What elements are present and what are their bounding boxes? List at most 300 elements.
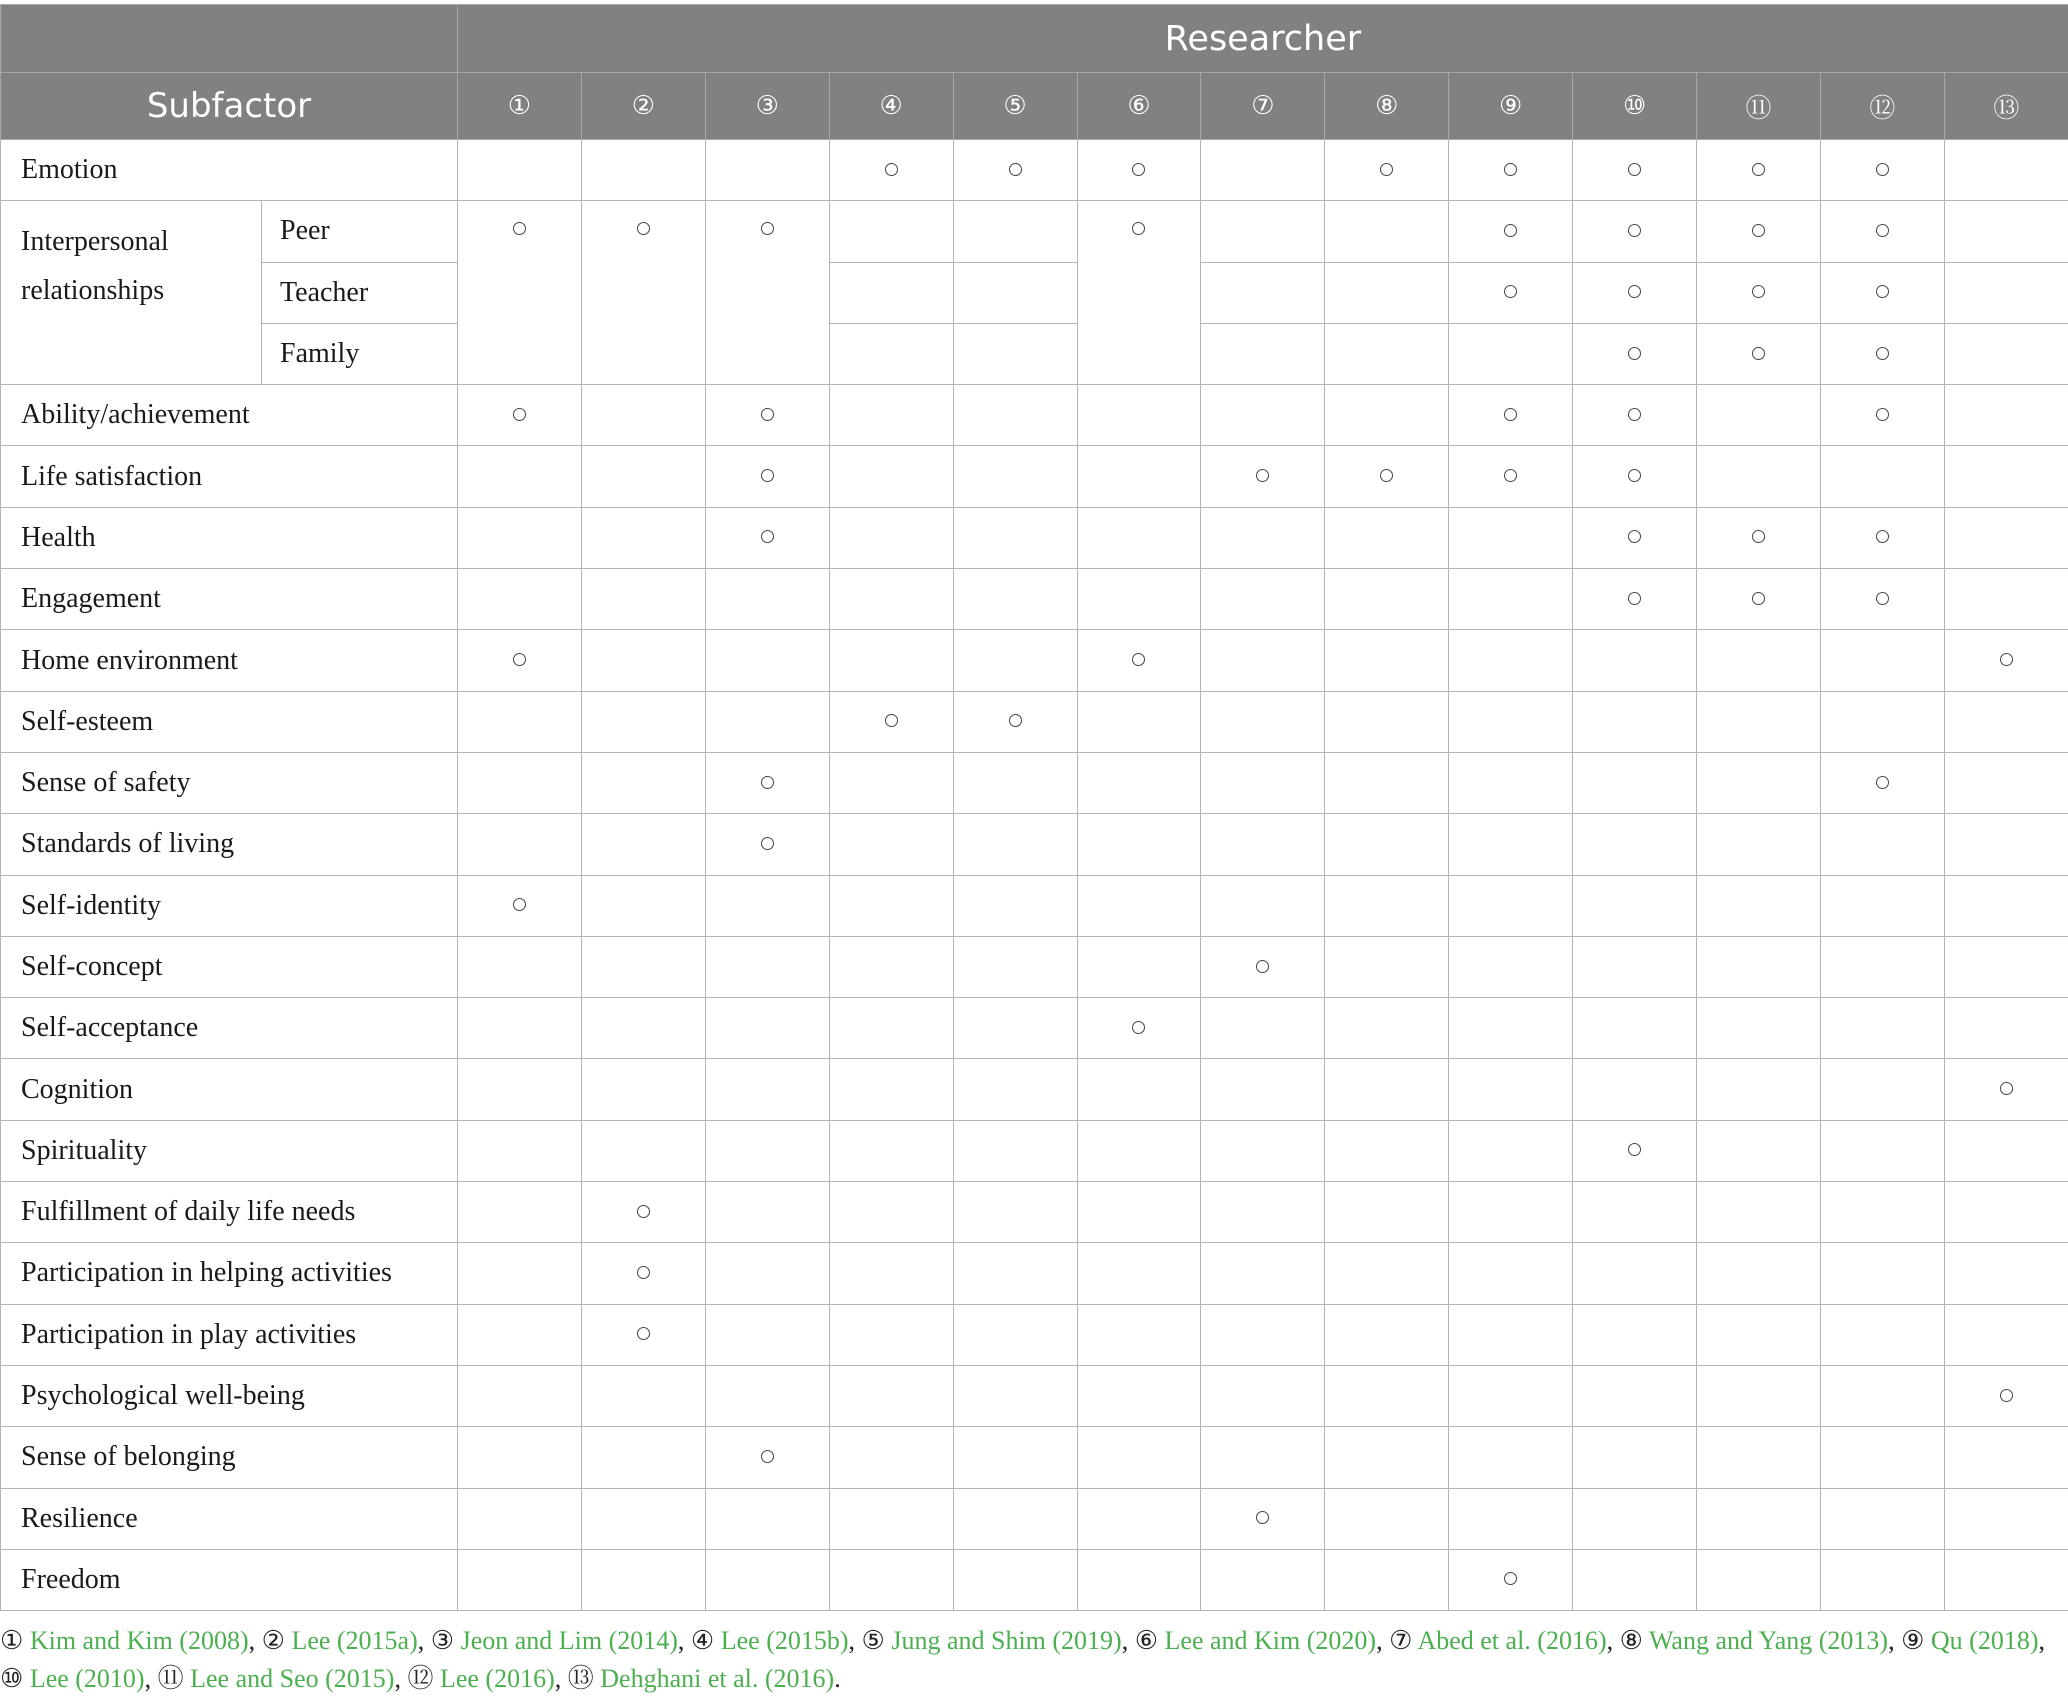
mark-cell — [953, 1549, 1077, 1610]
mark-cell — [458, 752, 582, 813]
mark-cell — [1573, 691, 1697, 752]
mark-cell — [705, 569, 829, 630]
mark-cell — [1820, 507, 1944, 568]
circle-mark-icon — [2000, 1389, 2013, 1402]
mark-cell — [1201, 752, 1325, 813]
mark-cell — [1820, 691, 1944, 752]
researcher-header-5: ⑤ — [953, 73, 1077, 140]
mark-cell — [1697, 385, 1821, 446]
mark-cell — [1325, 630, 1449, 691]
mark-cell — [1201, 446, 1325, 507]
mark-cell — [1573, 752, 1697, 813]
table-row — [1, 262, 2068, 323]
mark-cell — [1077, 1059, 1201, 1120]
mark-cell — [953, 1120, 1077, 1181]
mark-cell — [1944, 998, 2068, 1059]
subfactor-label: Fulfillment of daily life needs — [1, 1182, 458, 1243]
circle-mark-icon — [1132, 653, 1145, 666]
mark-cell — [1697, 446, 1821, 507]
mark-cell — [1944, 691, 2068, 752]
mark-cell — [1325, 752, 1449, 813]
mark-cell — [705, 814, 829, 875]
circle-mark-icon — [1876, 285, 1889, 298]
subfactor-label: Cognition — [1, 1059, 458, 1120]
footnote-reference-link[interactable]: Lee (2010) — [29, 1664, 145, 1693]
mark-cell — [1573, 814, 1697, 875]
subfactor-sublabel: Family — [262, 323, 458, 384]
mark-cell — [705, 140, 829, 201]
mark-cell — [1697, 1427, 1821, 1488]
mark-cell — [1697, 201, 1821, 262]
circle-mark-icon — [1009, 163, 1022, 176]
footnote-reference-link[interactable]: Jung and Shim (2019) — [891, 1626, 1122, 1655]
circle-mark-icon — [1876, 347, 1889, 360]
mark-cell — [705, 998, 829, 1059]
circle-mark-icon — [761, 1450, 774, 1463]
mark-cell — [458, 1427, 582, 1488]
mark-cell — [581, 998, 705, 1059]
mark-cell — [1820, 1182, 1944, 1243]
mark-cell — [1820, 936, 1944, 997]
mark-cell — [953, 998, 1077, 1059]
mark-cell — [705, 1182, 829, 1243]
subfactor-label: Home environment — [1, 630, 458, 691]
mark-cell — [705, 1304, 829, 1365]
subfactor-label: Resilience — [1, 1488, 458, 1549]
mark-cell — [1573, 875, 1697, 936]
mark-cell — [1573, 569, 1697, 630]
circle-mark-icon — [885, 163, 898, 176]
mark-cell — [1944, 1243, 2068, 1304]
researcher-header-7: ⑦ — [1201, 73, 1325, 140]
mark-cell — [458, 507, 582, 568]
mark-cell — [1325, 507, 1449, 568]
circle-mark-icon — [761, 469, 774, 482]
mark-cell — [1697, 998, 1821, 1059]
researcher-header-8: ⑧ — [1325, 73, 1449, 140]
mark-cell — [1697, 1120, 1821, 1181]
circle-mark-icon — [1009, 714, 1022, 727]
mark-cell — [1077, 446, 1201, 507]
mark-cell — [1944, 875, 2068, 936]
researcher-header-12: ⑫ — [1820, 73, 1944, 140]
mark-cell — [1573, 630, 1697, 691]
mark-cell — [1449, 691, 1573, 752]
footnote-reference-link[interactable]: Lee (2016) — [439, 1664, 555, 1693]
header-blank-cell — [1, 5, 458, 73]
mark-cell — [1449, 140, 1573, 201]
mark-cell — [829, 691, 953, 752]
mark-cell — [1944, 1120, 2068, 1181]
footnote-separator: , — [1888, 1626, 1902, 1655]
mark-cell — [1573, 201, 1697, 262]
mark-cell — [458, 385, 582, 446]
circle-mark-icon — [2000, 653, 2013, 666]
subfactor-label: Life satisfaction — [1, 446, 458, 507]
subfactor-label: Spirituality — [1, 1120, 458, 1181]
table-row — [1, 1182, 2068, 1243]
mark-cell — [1449, 262, 1573, 323]
mark-cell — [1201, 630, 1325, 691]
circle-mark-icon — [1256, 1511, 1269, 1524]
mark-cell — [581, 1549, 705, 1610]
mark-cell — [1944, 262, 2068, 323]
mark-cell — [1820, 569, 1944, 630]
mark-cell — [953, 385, 1077, 446]
mark-cell — [705, 1488, 829, 1549]
table-row — [1, 1059, 2068, 1120]
mark-cell — [1697, 1182, 1821, 1243]
mark-cell — [1449, 1549, 1573, 1610]
mark-cell — [1077, 1120, 1201, 1181]
mark-cell — [581, 1304, 705, 1365]
mark-cell — [1449, 1488, 1573, 1549]
mark-cell — [1820, 201, 1944, 262]
mark-cell — [1201, 1243, 1325, 1304]
circle-mark-icon — [1752, 530, 1765, 543]
mark-cell — [581, 1243, 705, 1304]
mark-cell — [1449, 752, 1573, 813]
mark-cell — [829, 1488, 953, 1549]
mark-cell — [1944, 630, 2068, 691]
subfactor-researcher-table — [0, 4, 2068, 1611]
mark-cell — [1201, 1182, 1325, 1243]
mark-cell — [705, 201, 829, 385]
table-row — [1, 446, 2068, 507]
mark-cell — [829, 507, 953, 568]
mark-cell — [581, 140, 705, 201]
circle-mark-icon — [1256, 960, 1269, 973]
mark-cell — [458, 1059, 582, 1120]
mark-cell — [705, 1549, 829, 1610]
researcher-header-2: ② — [581, 73, 705, 140]
mark-cell — [953, 507, 1077, 568]
mark-cell — [1077, 140, 1201, 201]
circle-mark-icon — [513, 408, 526, 421]
table-row — [1, 814, 2068, 875]
researcher-header-13: ⑬ — [1944, 73, 2068, 140]
table-row — [1, 752, 2068, 813]
mark-cell — [705, 1427, 829, 1488]
mark-cell — [1077, 1304, 1201, 1365]
mark-cell — [1820, 323, 1944, 384]
mark-cell — [1697, 752, 1821, 813]
footnote-separator: , — [848, 1626, 862, 1655]
mark-cell — [705, 1243, 829, 1304]
footnote-number: ⑪ — [157, 1664, 191, 1693]
footnote-number: ⑬ — [567, 1664, 601, 1693]
circle-mark-icon — [1876, 163, 1889, 176]
researcher-header-9: ⑨ — [1449, 73, 1573, 140]
table-row — [1, 385, 2068, 446]
circle-mark-icon — [637, 222, 650, 235]
mark-cell — [1573, 1120, 1697, 1181]
circle-mark-icon — [1752, 347, 1765, 360]
mark-cell — [1573, 507, 1697, 568]
mark-cell — [581, 752, 705, 813]
mark-cell — [1697, 814, 1821, 875]
footnote-reference-link[interactable]: Lee (2015a) — [291, 1626, 418, 1655]
mark-cell — [1325, 1059, 1449, 1120]
mark-cell — [1325, 1488, 1449, 1549]
mark-cell — [1944, 1182, 2068, 1243]
footnote-reference-link[interactable]: Wang and Yang (2013) — [1648, 1626, 1889, 1655]
footnote-reference-link[interactable]: Lee and Seo (2015) — [190, 1664, 395, 1693]
circle-mark-icon — [1628, 1143, 1641, 1156]
mark-cell — [1697, 1549, 1821, 1610]
mark-cell — [705, 1120, 829, 1181]
mark-cell — [458, 1549, 582, 1610]
footnote-number: ⑫ — [407, 1664, 440, 1693]
table-row — [1, 507, 2068, 568]
mark-cell — [1077, 875, 1201, 936]
mark-cell — [1944, 1488, 2068, 1549]
mark-cell — [1201, 814, 1325, 875]
circle-mark-icon — [1752, 592, 1765, 605]
circle-mark-icon — [1256, 469, 1269, 482]
circle-mark-icon — [761, 776, 774, 789]
mark-cell — [953, 814, 1077, 875]
mark-cell — [1449, 323, 1573, 384]
mark-cell — [1325, 1427, 1449, 1488]
mark-cell — [953, 323, 1077, 384]
table-row — [1, 1304, 2068, 1365]
mark-cell — [1449, 1243, 1573, 1304]
subfactor-label: Self-esteem — [1, 691, 458, 752]
subfactor-label: Ability/achievement — [1, 385, 458, 446]
subfactor-label: Standards of living — [1, 814, 458, 875]
mark-cell — [1944, 936, 2068, 997]
mark-cell — [458, 1243, 582, 1304]
mark-cell — [1820, 262, 1944, 323]
mark-cell — [1573, 1304, 1697, 1365]
mark-cell — [1325, 1549, 1449, 1610]
subfactor-label: Self-concept — [1, 936, 458, 997]
table-row — [1, 1427, 2068, 1488]
mark-cell — [581, 814, 705, 875]
mark-cell — [1325, 1182, 1449, 1243]
mark-cell — [1449, 998, 1573, 1059]
circle-mark-icon — [1628, 408, 1641, 421]
mark-cell — [1201, 691, 1325, 752]
mark-cell — [829, 814, 953, 875]
circle-mark-icon — [1628, 224, 1641, 237]
researcher-header-10: ⑩ — [1573, 73, 1697, 140]
mark-cell — [458, 691, 582, 752]
mark-cell — [953, 875, 1077, 936]
footnote-reference-link[interactable]: Abed et al. (2016) — [1417, 1626, 1607, 1655]
mark-cell — [1201, 140, 1325, 201]
mark-cell — [1697, 1365, 1821, 1426]
footnote-number: ⑤ — [861, 1626, 892, 1655]
mark-cell — [1449, 1182, 1573, 1243]
mark-cell — [581, 385, 705, 446]
subfactor-sublabel: Teacher — [262, 262, 458, 323]
circle-mark-icon — [1628, 347, 1641, 360]
mark-cell — [1201, 875, 1325, 936]
mark-cell — [1449, 507, 1573, 568]
mark-cell — [1449, 1059, 1573, 1120]
mark-cell — [1573, 1182, 1697, 1243]
mark-cell — [1820, 1427, 1944, 1488]
mark-cell — [953, 201, 1077, 262]
circle-mark-icon — [1380, 469, 1393, 482]
mark-cell — [953, 691, 1077, 752]
mark-cell — [1944, 507, 2068, 568]
mark-cell — [1325, 446, 1449, 507]
table-row — [1, 875, 2068, 936]
mark-cell — [458, 1120, 582, 1181]
circle-mark-icon — [1504, 163, 1517, 176]
circle-mark-icon — [1628, 592, 1641, 605]
mark-cell — [581, 875, 705, 936]
mark-cell — [581, 1059, 705, 1120]
mark-cell — [1697, 691, 1821, 752]
mark-cell — [705, 691, 829, 752]
subfactor-label: Sense of belonging — [1, 1427, 458, 1488]
subfactor-label: Emotion — [1, 140, 458, 201]
mark-cell — [1697, 507, 1821, 568]
mark-cell — [1573, 1059, 1697, 1120]
mark-cell — [1449, 385, 1573, 446]
mark-cell — [1077, 814, 1201, 875]
circle-mark-icon — [1876, 530, 1889, 543]
circle-mark-icon — [1504, 1572, 1517, 1585]
mark-cell — [1944, 814, 2068, 875]
mark-cell — [1697, 630, 1821, 691]
table-row — [1, 691, 2068, 752]
mark-cell — [1077, 1549, 1201, 1610]
footnote-separator: , — [248, 1626, 262, 1655]
mark-cell — [953, 1304, 1077, 1365]
footnote-reference-link[interactable]: Kim and Kim (2008) — [29, 1626, 249, 1655]
mark-cell — [1325, 814, 1449, 875]
footnote-reference-link[interactable]: Qu (2018) — [1930, 1626, 2039, 1655]
mark-cell — [1325, 1243, 1449, 1304]
circle-mark-icon — [2000, 1082, 2013, 1095]
mark-cell — [829, 323, 953, 384]
mark-cell — [1449, 814, 1573, 875]
mark-cell — [1449, 1365, 1573, 1426]
mark-cell — [1944, 569, 2068, 630]
mark-cell — [1325, 569, 1449, 630]
table-row — [1, 140, 2068, 201]
mark-cell — [1077, 201, 1201, 385]
circle-mark-icon — [1876, 592, 1889, 605]
circle-mark-icon — [1628, 285, 1641, 298]
mark-cell — [581, 507, 705, 568]
mark-cell — [1573, 262, 1697, 323]
footnote-separator: , — [2038, 1626, 2045, 1655]
mark-cell — [1573, 1549, 1697, 1610]
mark-cell — [705, 446, 829, 507]
mark-cell — [829, 569, 953, 630]
mark-cell — [705, 630, 829, 691]
footnote-reference-link[interactable]: Dehghani et al. (2016) — [600, 1664, 835, 1693]
footnote-number: ⑩ — [0, 1664, 30, 1693]
circle-mark-icon — [1132, 222, 1145, 235]
table-row — [1, 323, 2068, 384]
circle-mark-icon — [1628, 469, 1641, 482]
mark-cell — [458, 1488, 582, 1549]
circle-mark-icon — [1132, 1021, 1145, 1034]
footnote-reference-link[interactable]: Lee and Kim (2020) — [1164, 1626, 1377, 1655]
references-footnote — [0, 1622, 2068, 1698]
mark-cell — [1325, 1365, 1449, 1426]
mark-cell — [1201, 1488, 1325, 1549]
mark-cell — [829, 630, 953, 691]
mark-cell — [1325, 140, 1449, 201]
footnote-number: ② — [261, 1626, 292, 1655]
mark-cell — [829, 1549, 953, 1610]
footnote-reference-link[interactable]: Jeon and Lim (2014) — [460, 1626, 678, 1655]
subfactor-label: Participation in play activities — [1, 1304, 458, 1365]
table-row — [1, 201, 2068, 262]
mark-cell — [1573, 1488, 1697, 1549]
table-row — [1, 1243, 2068, 1304]
table-row — [1, 1365, 2068, 1426]
mark-cell — [1201, 201, 1325, 262]
mark-cell — [1944, 1365, 2068, 1426]
mark-cell — [1697, 140, 1821, 201]
mark-cell — [1697, 875, 1821, 936]
mark-cell — [829, 140, 953, 201]
mark-cell — [458, 1365, 582, 1426]
mark-cell — [1944, 323, 2068, 384]
footnote-separator: , — [144, 1664, 158, 1693]
mark-cell — [1820, 875, 1944, 936]
footnote-separator: , — [394, 1664, 408, 1693]
mark-cell — [1449, 875, 1573, 936]
mark-cell — [1697, 1059, 1821, 1120]
mark-cell — [1697, 323, 1821, 384]
mark-cell — [829, 1304, 953, 1365]
subfactor-label: Participation in helping activities — [1, 1243, 458, 1304]
mark-cell — [1697, 1488, 1821, 1549]
mark-cell — [1201, 507, 1325, 568]
mark-cell — [458, 446, 582, 507]
mark-cell — [1325, 1304, 1449, 1365]
mark-cell — [953, 1243, 1077, 1304]
footnote-number: ⑦ — [1389, 1626, 1418, 1655]
table-row — [1, 630, 2068, 691]
footnote-separator: , — [554, 1664, 568, 1693]
mark-cell — [829, 936, 953, 997]
footnote-reference-link[interactable]: Lee (2015b) — [720, 1626, 849, 1655]
mark-cell — [1944, 752, 2068, 813]
mark-cell — [1944, 1427, 2068, 1488]
mark-cell — [953, 630, 1077, 691]
mark-cell — [1325, 201, 1449, 262]
mark-cell — [705, 1059, 829, 1120]
mark-cell — [1449, 936, 1573, 997]
mark-cell — [953, 1182, 1077, 1243]
mark-cell — [1201, 1059, 1325, 1120]
mark-cell — [1944, 385, 2068, 446]
footnote-separator: . — [834, 1664, 841, 1693]
mark-cell — [1820, 140, 1944, 201]
mark-cell — [581, 446, 705, 507]
mark-cell — [705, 1365, 829, 1426]
mark-cell — [953, 262, 1077, 323]
mark-cell — [1077, 569, 1201, 630]
mark-cell — [705, 507, 829, 568]
circle-mark-icon — [1504, 469, 1517, 482]
footnote-number: ⑧ — [1619, 1626, 1649, 1655]
mark-cell — [1201, 1120, 1325, 1181]
mark-cell — [458, 569, 582, 630]
mark-cell — [1573, 1427, 1697, 1488]
